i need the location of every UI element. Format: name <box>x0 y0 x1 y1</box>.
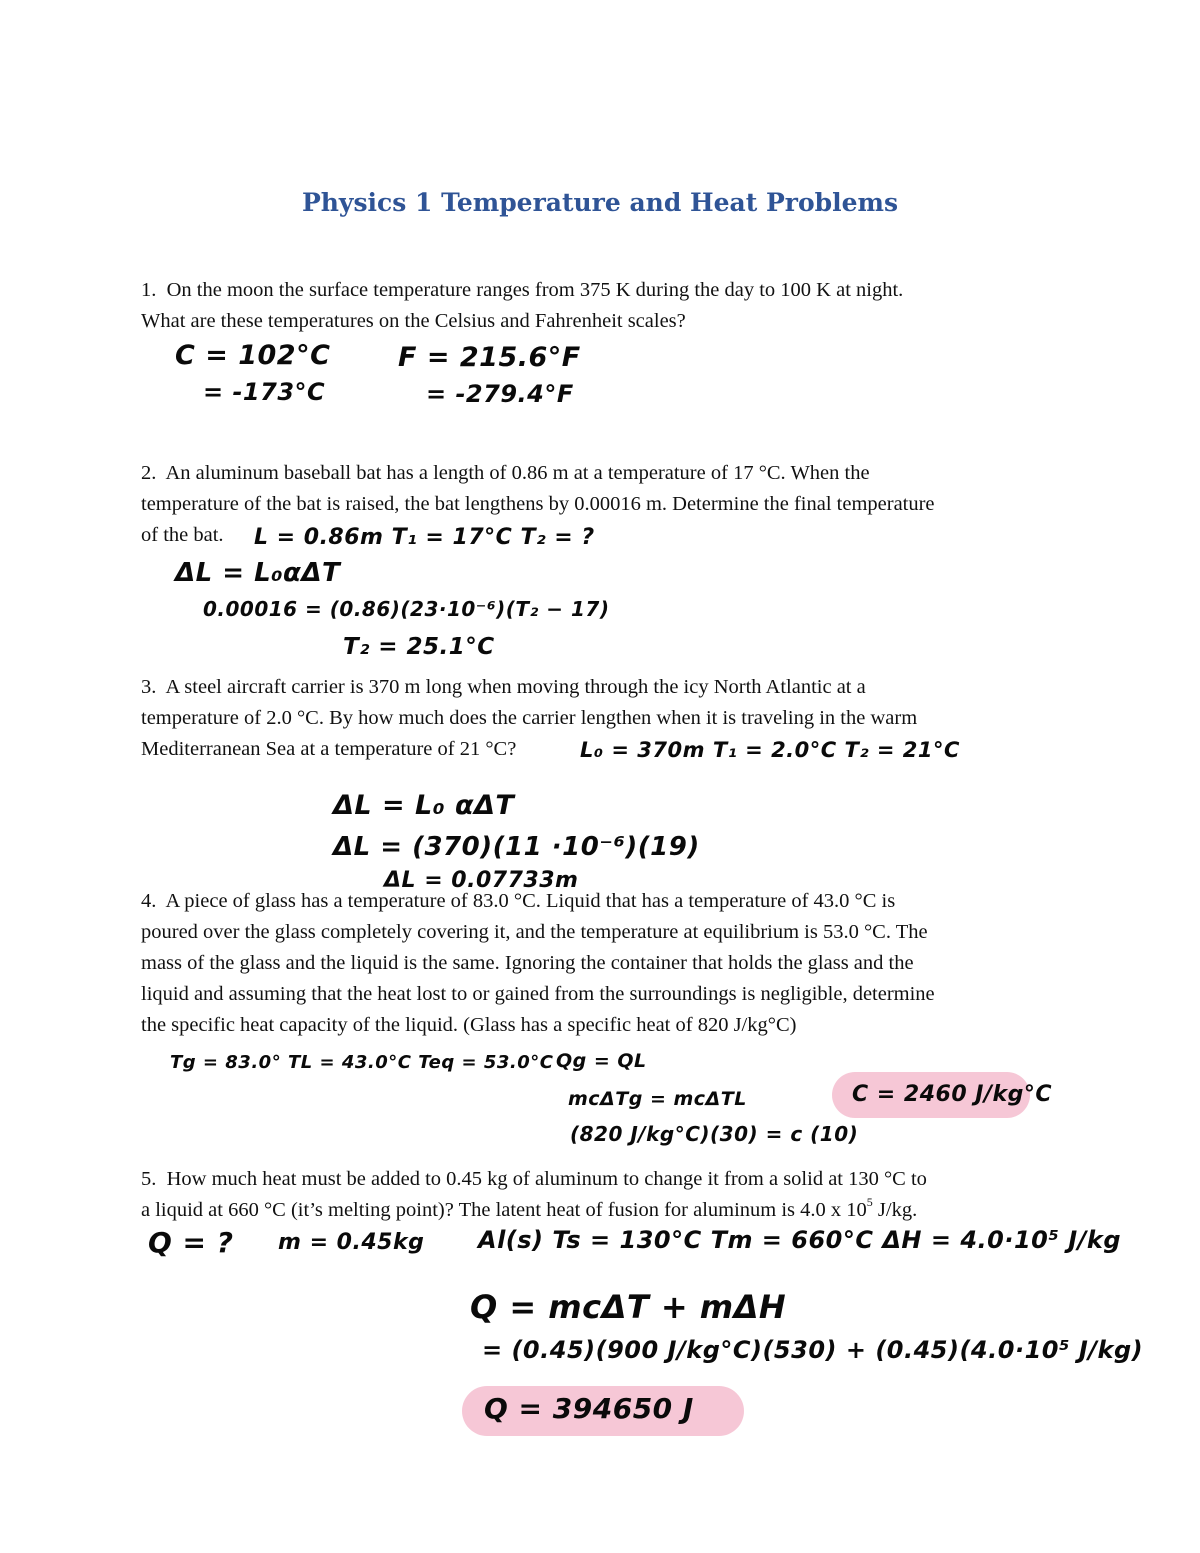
problem-5-text <box>141 1164 1071 1226</box>
handwritten-work: m = 0.45kg <box>278 1230 425 1255</box>
problem-line <box>141 672 1071 703</box>
problem-line <box>141 275 1071 306</box>
problem-number: 2. <box>141 462 157 484</box>
problem-text-line: temperature of 2.0 °C. By how much does the carrier lengthen when it is traveling in the warm <box>141 707 918 729</box>
handwritten-work: ΔL = L₀αΔT <box>175 558 341 588</box>
handwritten-work: ΔL = (370)(11 ·10⁻⁶)(19) <box>333 832 700 862</box>
problem-text-line: A steel aircraft carrier is 370 m long when moving through the icy North Atlantic at a <box>165 676 866 698</box>
handwritten-work: Q = mcΔT + mΔH <box>470 1288 787 1326</box>
handwritten-answer: C = 102°C <box>175 340 331 371</box>
page-title: Physics 1 Temperature and Heat Problems <box>301 188 899 217</box>
problem-line <box>141 458 1071 489</box>
problem-number: 3. <box>141 676 157 698</box>
problem-line <box>141 886 1071 917</box>
exponent: 5 <box>866 1195 873 1210</box>
problem-text-line: A piece of glass has a temperature of 83.0 °C. Liquid that has a temperature of 43.0 °C is <box>165 890 896 912</box>
handwritten-answer: = -173°C <box>203 378 326 406</box>
handwritten-work: L = 0.86m T₁ = 17°C T₂ = ? <box>254 525 595 550</box>
handwritten-work: = (0.45)(900 J/kg°C)(530) + (0.45)(4.0·10⁵ J/kg) <box>482 1336 1144 1364</box>
handwritten-work: Al(s) Ts = 130°C Tm = 660°C ΔH = 4.0·10⁵ J/kg <box>478 1226 1122 1254</box>
handwritten-work: ΔL = L₀ αΔT <box>333 790 515 821</box>
problem-text-line: What are these temperatures on the Celsius and Fahrenheit scales? <box>141 310 686 332</box>
problem-text-line: Mediterranean Sea at a temperature of 21 °C? <box>141 738 517 760</box>
handwritten-answer: ΔL = 0.07733m <box>384 868 579 893</box>
handwritten-answer: C = 2460 J/kg°C <box>852 1082 1053 1107</box>
problem-text-line: liquid and assuming that the heat lost to or gained from the surroundings is negligible, determine <box>141 983 935 1005</box>
problem-text-line: temperature of the bat is raised, the bat lengthens by 0.00016 m. Determine the final temperature <box>141 493 935 515</box>
problem-text-line: An aluminum baseball bat has a length of 0.86 m at a temperature of 17 °C. When the <box>165 462 870 484</box>
problem-text-line: of the bat. <box>141 524 224 546</box>
problem-1-text <box>141 275 1071 337</box>
handwritten-answer: Q = 394650 J <box>484 1392 694 1425</box>
problem-number: 1. <box>141 279 157 301</box>
problem-line <box>141 1164 1071 1195</box>
handwritten-work: Q = ? <box>148 1226 234 1259</box>
problem-number: 5. <box>141 1168 157 1190</box>
problem-text-line: the specific heat capacity of the liquid. (Glass has a specific heat of 820 J/kg°C) <box>141 1014 797 1036</box>
handwritten-work: (820 J/kg°C)(30) = c (10) <box>570 1122 859 1146</box>
problem-text-line: a liquid at 660 °C (it’s melting point)? The latent heat of fusion for aluminum is 4.0 x 10 <box>141 1199 867 1221</box>
handwritten-answer: F = 215.6°F <box>398 342 581 373</box>
problem-text-line: J/kg. <box>872 1199 918 1221</box>
problem-line <box>141 1195 1071 1226</box>
problem-text-line: mass of the glass and the liquid is the same. Ignoring the container that holds the glass and the <box>141 952 914 974</box>
handwritten-work: Tg = 83.0° TL = 43.0°C Teq = 53.0°C <box>170 1052 554 1073</box>
problem-text-line: How much heat must be added to 0.45 kg of aluminum to change it from a solid at 130 °C to <box>166 1168 927 1190</box>
handwritten-work: 0.00016 = (0.86)(23·10⁻⁶)(T₂ − 17) <box>203 597 610 621</box>
handwritten-answer: = -279.4°F <box>426 380 574 408</box>
problem-number: 4. <box>141 890 157 912</box>
problem-4-text <box>141 886 1071 1041</box>
problem-text-line: poured over the glass completely covering it, and the temperature at equilibrium is 53.0 °C. The <box>141 921 928 943</box>
handwritten-answer: T₂ = 25.1°C <box>343 634 495 660</box>
problem-text-line: On the moon the surface temperature ranges from 375 K during the day to 100 K at night. <box>166 279 904 301</box>
handwritten-work: L₀ = 370m T₁ = 2.0°C T₂ = 21°C <box>580 738 960 762</box>
handwritten-work: mcΔTg = mcΔTL <box>568 1088 747 1110</box>
handwritten-work: Qg = QL <box>556 1050 647 1072</box>
